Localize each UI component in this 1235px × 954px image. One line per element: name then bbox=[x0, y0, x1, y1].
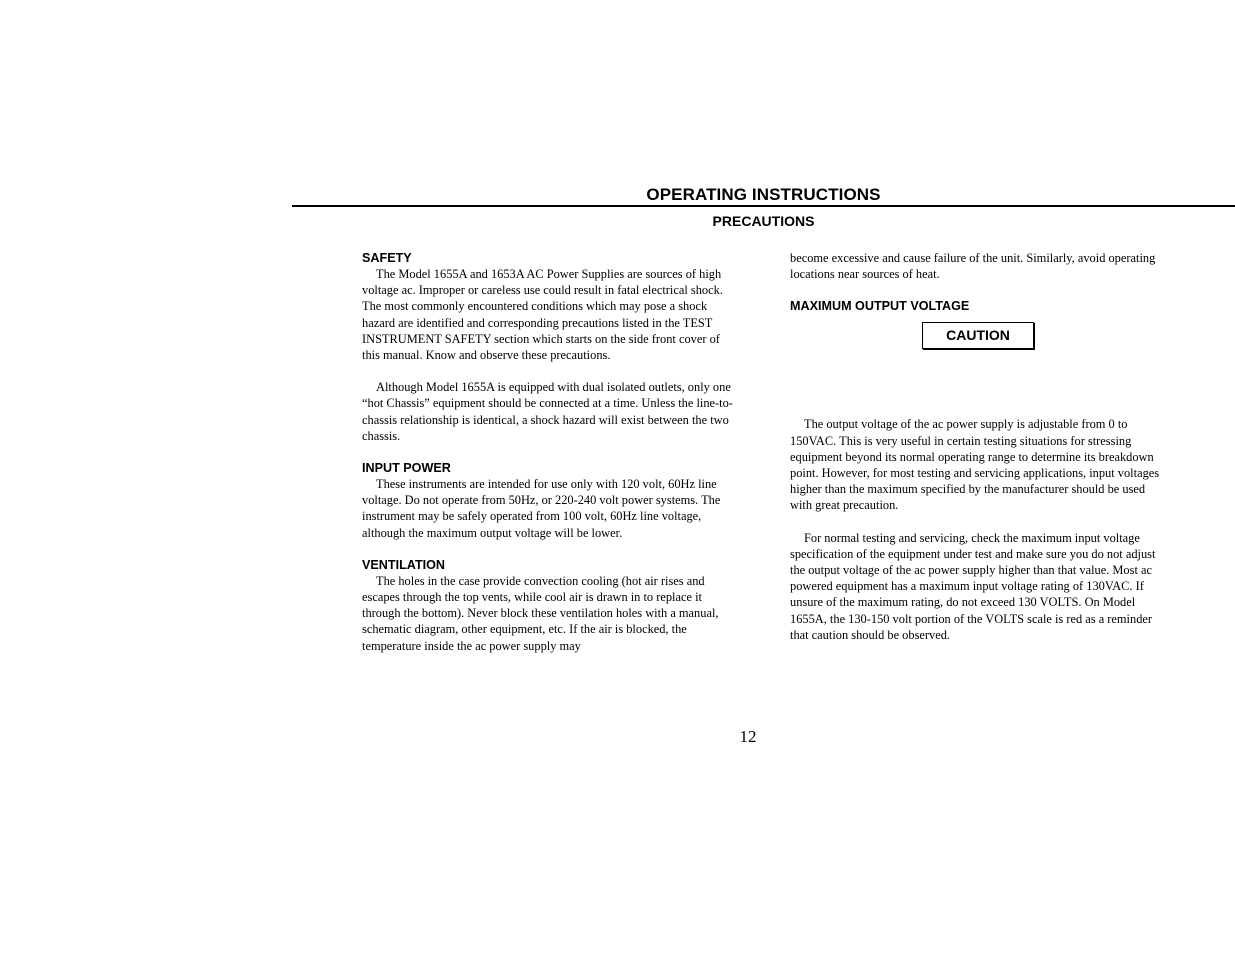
caution-box: CAUTION bbox=[922, 322, 1034, 349]
right-column bbox=[790, 250, 1164, 643]
safety-paragraph-1: The Model 1655A and 1653A AC Power Supplies are sources of high voltage ac. Improper or careless use could result in fatal electrical shock. The most commonly encountered conditions which may pose a shock hazard are identified and corresponding precautions listed in the TEST INSTRUMENT SAFETY section which starts on the side front cover of this manual. Know and observe these precautions. bbox=[362, 267, 723, 363]
left-column bbox=[362, 250, 736, 654]
max-output-paragraph-1: The output voltage of the ac power supply is adjustable from 0 to 150VAC. This is very useful in certain testing situations for stressing equipment beyond its normal operating range to determine its breakdown point. However, for most testing and servicing applications, input voltages higher than the maximum specified by the manufacturer should be used with great precaution. bbox=[790, 417, 1160, 513]
section-subtitle: PRECAUTIONS bbox=[712, 213, 815, 229]
input-power-paragraph: These instruments are intended for use only with 120 volt, 60Hz line voltage. Do not operate from 50Hz, or 220-240 volt power systems. The instrument may be safely operated from 100 volt, 60Hz line voltage, although the maximum output voltage will be lower. bbox=[362, 477, 721, 540]
ventilation-continuation: become excessive and cause failure of the unit. Similarly, avoid operating locations near sources of heat. bbox=[790, 251, 1156, 282]
ventilation-paragraph: The holes in the case provide convection cooling (hot air rises and escapes through the top vents, while cool air is drawn in to replace it through the bottom). Never block these ventilation holes with a manual, schematic diagram, other equipment, etc. If the air is blocked, the temperature inside the ac power supply may bbox=[362, 573, 719, 653]
page-number: 12 bbox=[739, 727, 757, 746]
page-title: OPERATING INSTRUCTIONS bbox=[646, 185, 881, 204]
ventilation-heading: VENTILATION bbox=[362, 557, 446, 572]
title-divider bbox=[292, 205, 1235, 207]
safety-paragraph-2: Although Model 1655A is equipped with dual isolated outlets, only one “hot Chassis” equipment should be connected at a time. Unless the line-to-chassis relationship is identical, a shock hazard will exist between the two chassis. bbox=[362, 380, 733, 443]
max-output-heading: MAXIMUM OUTPUT VOLTAGE bbox=[790, 299, 970, 314]
max-output-paragraph-2: For normal testing and servicing, check the maximum input voltage specification of the equipment under test and make sure you do not adjust the output voltage of the ac power supply higher than that value. Most ac powered equipment has a maximum input voltage rating of 130VAC. If unsure of the maximum rating, do not exceed 130 VOLTS. On Model 1655A, the 130-150 volt portion of the VOLTS scale is red as a reminder that caution should be observed. bbox=[790, 530, 1156, 642]
input-power-heading: INPUT POWER bbox=[362, 461, 451, 476]
caution-area bbox=[790, 314, 1164, 384]
safety-heading: SAFETY bbox=[362, 251, 412, 265]
